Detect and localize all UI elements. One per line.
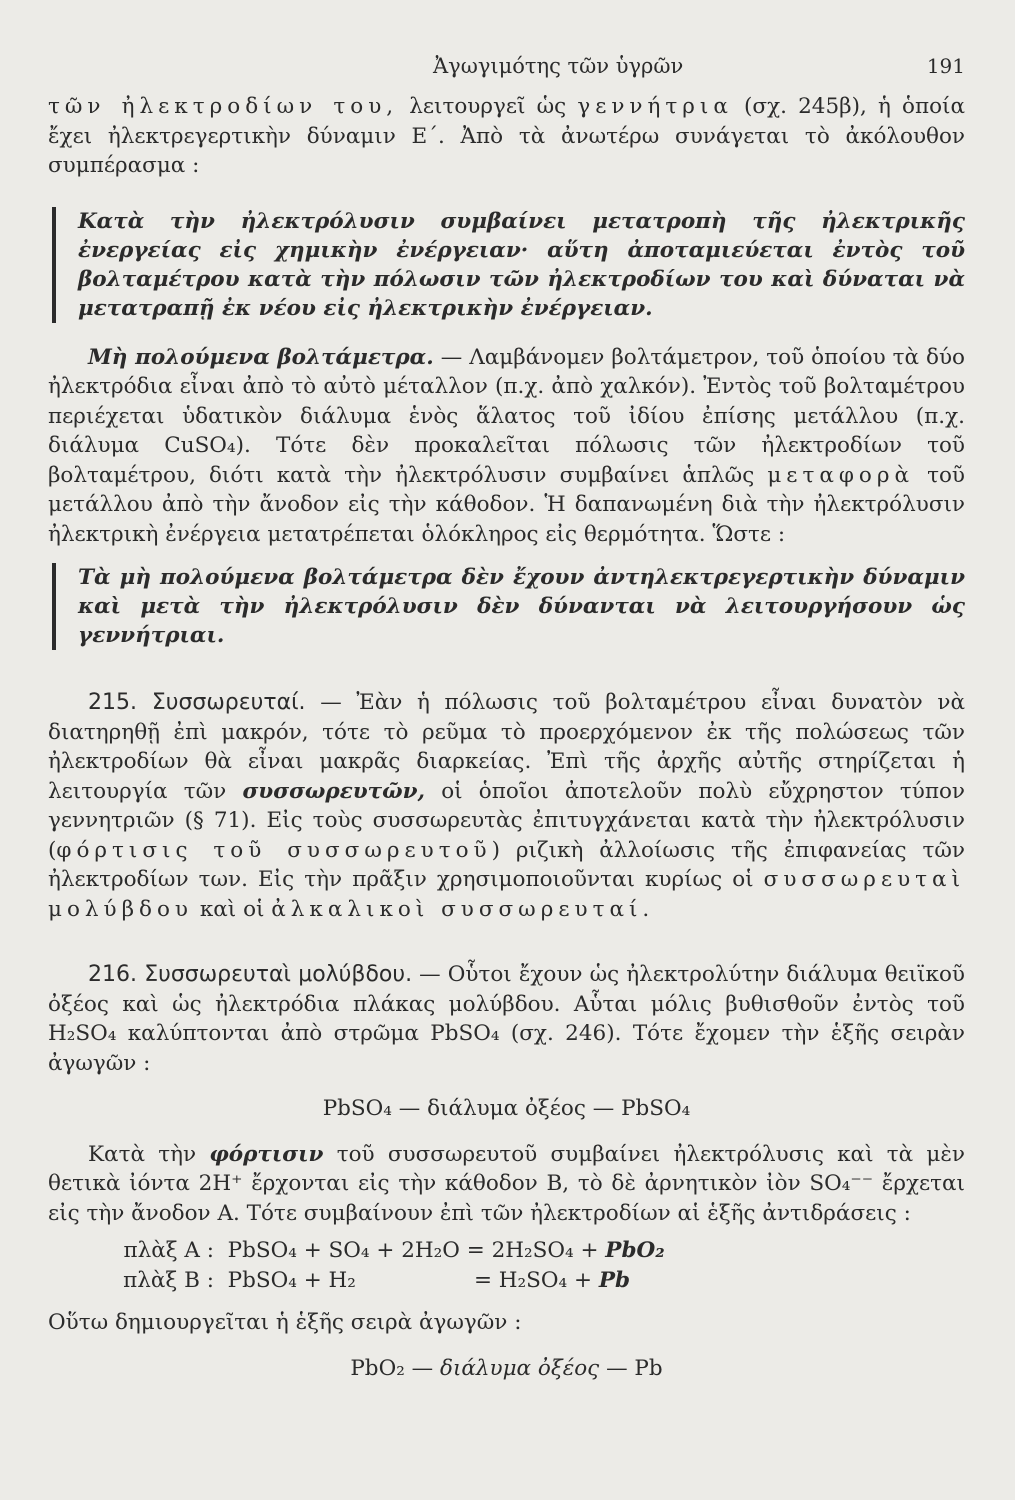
conductor-chain-charging: PbSO₄ — διάλυμα ὀξέος — PbSO₄	[322, 1096, 691, 1121]
running-title: Ἀγωγιμότης τῶν ὑγρῶν	[433, 54, 684, 78]
paragraph-generator	[48, 92, 965, 181]
section-215	[48, 688, 965, 924]
equation-right: = 2H₂SO₄ +	[466, 1238, 606, 1263]
paragraph-nonpolarizing	[48, 343, 965, 550]
spaced-phrase: φόρτισις τοῦ συσσωρευτοῦ	[56, 837, 492, 863]
text-run: — Οὗτοι ἔχουν ὡς ἠλεκτρολύτην διάλυμα θειϊκοῦ ὀξέος καὶ ὡς ἠλεκτρόδια πλάκας μολύβδου. Αὗται μόλις βυθισθοῦν ἐντὸς τοῦ	[48, 962, 965, 1017]
section-216	[48, 960, 965, 1078]
text-run: — Λαμβάνομεν βολτάμετρον, τοῦ ὁποίου τὰ δύο ἠλεκτρόδια εἶναι ἀπὸ τὸ αὐτὸ μέταλλον (π.χ. ἀπὸ χαλκόν). Ἐντὸς τοῦ βολταμέτρου περιέχεται ὑδατικὸν διάλυμα ἑνὸς ἅλατος τοῦ ἰδίου ἐπίσης μετάλλου (π.χ. διάλυμα	[48, 344, 966, 458]
text-run: καλύπτονται ἀπὸ στρῶμα	[116, 1021, 431, 1046]
text-run: καὶ οἱ	[193, 896, 272, 922]
running-header	[48, 52, 965, 92]
spaced-phrase: τῶν ἠλεκτροδίων του,	[48, 94, 399, 119]
equation-left: PbSO₄ + H₂	[227, 1268, 356, 1293]
spaced-phrase: συσσωρευταὶ μολύβδου	[48, 867, 965, 922]
page-number: 191	[926, 54, 965, 78]
chemical-formula: CuSO₄	[164, 433, 236, 458]
text-run: (σχ. 246). Τότε ἔχομεν τὴν ἑξῆς σειρὰν ἀγωγῶν :	[48, 1021, 965, 1076]
equation-product: Pb	[598, 1268, 631, 1293]
spaced-phrase: μεταφορὰ	[767, 462, 915, 488]
equation-plate-b	[96, 1266, 965, 1296]
text-run: Κατὰ τὴν	[88, 1141, 210, 1167]
chemical-formula: PbSO₄	[430, 1021, 500, 1046]
paragraph-conductors: Οὕτω δημιουργεῖται ἡ ἑξῆς σειρὰ ἀγωγῶν :	[48, 1310, 522, 1335]
spaced-phrase: ἀλκαλικοὶ συσσωρευταί.	[271, 896, 655, 922]
text-run: οἱ ὁποῖοι ἀποτελοῦν πολὺ εὔχρηστον τύπον γεννητριῶν (§ 71). Εἰς τοὺς συσσωρευτὰς ἐπιτυγχάνεται κατὰ τὴν ἠλεκτρόλυσιν (	[48, 778, 965, 863]
text-run: ) ριζικὴ ἀλλοίωσις τῆς ἐπιφανείας τῶν ἠλεκτροδίων των. Εἰς τὴν πρᾶξιν χρησιμοποιοῦνται κυρίως οἱ	[48, 837, 965, 892]
equation-product: PbO₂	[605, 1238, 665, 1263]
rule-box-electrolysis	[52, 207, 965, 323]
text-run: (σχ. 245β), ἡ ὁποία ἔχει ἠλεκτρεγερτικὴν δύναμιν Ε΄. Ἀπὸ τὰ ἀνωτέρω συνάγεται τὸ ἀκόλουθον συμπέρασμα :	[48, 94, 965, 178]
bold-term: φόρτισιν	[209, 1141, 324, 1167]
text-run: διάλυμα ὀξέος	[440, 1355, 600, 1381]
section-heading: 216. Συσσωρευταὶ μολύβδου.	[88, 962, 413, 987]
text-run: PbO₂ —	[350, 1355, 440, 1381]
rule-text: Τὰ μὴ πολούμενα βολτάμετρα δὲν ἔχουν ἀντηλεκτρεγερτικὴν δύναμιν καὶ μετὰ τὴν ἠλεκτρόλυσιν δὲν δύνανται νὰ λειτουργήσουν ὡς γεννήτριαι.	[78, 565, 965, 648]
rule-box-nonpolarizing	[52, 563, 965, 650]
text-run: τοῦ μετάλλου ἀπὸ τὴν ἄνοδον εἰς τὴν κάθοδον. Ἡ δαπανωμένη διὰ τὴν ἠλεκτρόλυσιν ἠλεκτρικὴ ἐνέργεια μετατρέπεται ὁλόκληρος εἰς θερμότητα. Ὥστε :	[48, 462, 966, 547]
spaced-phrase: γεννήτρια	[577, 94, 733, 119]
chemical-formula: H₂SO₄	[48, 1021, 117, 1046]
section-heading: 215. Συσσωρευταί.	[88, 690, 306, 715]
bold-term: συσσωρευτῶν,	[242, 778, 426, 804]
rule-text: Κατὰ τὴν ἠλεκτρόλυσιν συμβαίνει μετατροπὴ τῆς ἠλεκτρικῆς ἐνεργείας εἰς χημικὴν ἐνέργειαν· αὕτη ἀποταμιεύεται ἐντὸς τοῦ βολταμέτρου κατὰ τὴν πόλωσιν τῶν ἠλεκτροδίων του καὶ δύναται νὰ μετατραπῇ ἐκ νέου εἰς ἠλεκτρικὴν ἐνέργειαν.	[78, 208, 965, 321]
section-heading: Μὴ πολούμενα βολτάμετρα.	[88, 344, 434, 370]
text-run: — Ἐὰν ἡ πόλωσις τοῦ βολταμέτρου εἶναι δυνατὸν νὰ διατηρηθῇ ἐπὶ μακρόν, τότε τὸ ρεῦμα τὸ προερχόμενον ἐκ τῆς πολώσεως τῶν ἠλεκτροδίων θὰ εἶναι μακρᾶς διαρκείας. Ἐπὶ τῆς ἀρχῆς αὐτῆς στηρίζεται ἡ λειτουργία τῶν	[48, 690, 965, 804]
text-run: λειτουργεῖ ὡς	[398, 94, 578, 119]
text-run: τοῦ συσσωρευτοῦ συμβαίνει ἠλεκτρόλυσις καὶ τὰ μὲν θετικὰ ἰόντα 2H⁺ ἔρχονται εἰς τὴν κάθοδον Β, τὸ δὲ ἀρνητικὸν ἰὸν SO₄⁻⁻ ἔρχεται εἰς τὴν ἄνοδον Α. Τότε συμβαίνουν ἐπὶ τῶν ἠλεκτροδίων αἱ ἑξῆς ἀντιδράσεις :	[48, 1141, 965, 1226]
reaction-equations	[96, 1236, 965, 1296]
equation-right: = H₂SO₄ +	[473, 1268, 599, 1293]
equation-label: πλὰξ Β :	[123, 1268, 214, 1293]
equation-plate-a	[96, 1236, 965, 1266]
text-run: ). Τότε δὲν προκαλεῖται πόλωσις τῶν ἠλεκτροδίων τοῦ βολταμέτρου, διότι κατὰ τὴν ἠλεκτρόλυσιν συμβαίνει ἁπλῶς	[48, 433, 965, 488]
equation-left: PbSO₄ + SO₄ + 2H₂O	[227, 1238, 460, 1263]
conductor-chain-charged	[48, 1354, 965, 1384]
equation-label: πλὰξ Α :	[123, 1238, 214, 1263]
text-run: — Pb	[599, 1355, 663, 1381]
paragraph-charging	[48, 1140, 965, 1229]
